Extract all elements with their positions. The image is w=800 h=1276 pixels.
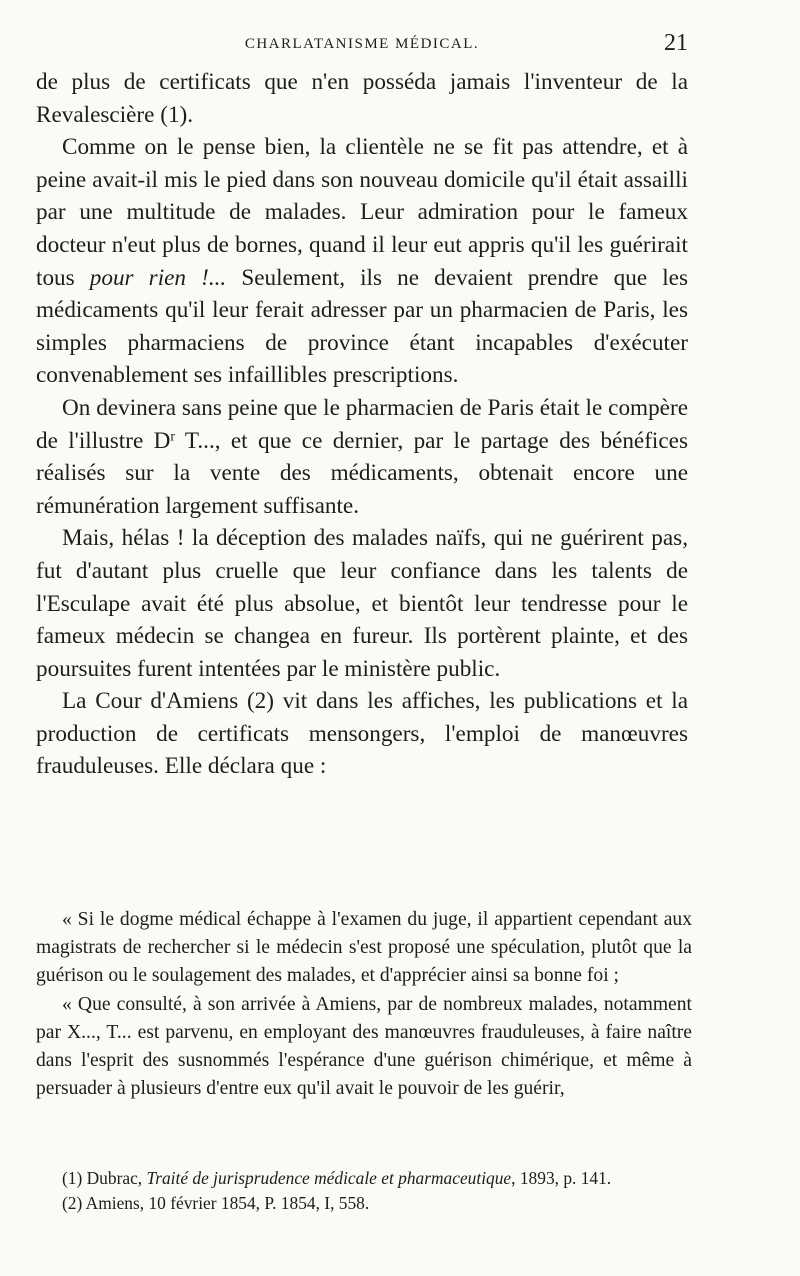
court-quotation (36, 906, 692, 1103)
page-number: 21 (664, 30, 688, 56)
paragraph (36, 392, 688, 522)
main-text (36, 66, 688, 783)
page-header (36, 30, 688, 60)
footnote-1-title: Traité de jurisprudence médicale et pharmaceutique (146, 1168, 512, 1188)
footnote-1-text: (1) Dubrac, (62, 1168, 147, 1188)
footnote-1 (36, 1166, 692, 1191)
running-title: CHARLATANISME MÉDICAL. (244, 36, 480, 52)
italic-phrase: pour rien !... (89, 264, 227, 291)
superscript: r (170, 428, 175, 444)
paragraph (36, 685, 688, 783)
paragraph-5-text: La Cour d'Amiens (2) vit dans les affiches, les publications et la production de certificats mensongers, l'emploi de manœuvres frauduleuses. Elle déclara que : (36, 688, 688, 780)
footnote-2: (2) Amiens, 10 février 1854, P. 1854, I, 558. (62, 1193, 370, 1213)
paragraph-2-text-end: Seulement, ils ne devaient prendre que les médicaments qu'il leur ferait adresser par un pharmacien de Paris, les simples pharmaciens de province étant incapables d'exécuter convenablement ses infaillibles prescriptions. (36, 264, 688, 389)
footnote-1-text-end: , 1893, p. 141. (511, 1168, 612, 1188)
paragraph-1-text: de plus de certificats que n'en posséda jamais l'inventeur de la Revalescière (1). (36, 69, 688, 128)
footnotes (36, 1166, 692, 1216)
paragraph-continued (36, 66, 688, 131)
paragraph-3-text-end: T..., et que ce dernier, par le partage des bénéfices réalisés sur la vente des médicaments, obtenait encore une rémunération largement suffisante. (36, 427, 688, 519)
paragraph (36, 522, 688, 685)
paragraph (36, 131, 688, 392)
quotation-paragraph: « Si le dogme médical échappe à l'examen du juge, il appartient cependant aux magistrats de rechercher si le médecin s'est proposé une spéculation, plutôt que la guérison ou le soulagement des malades, et d'apprécier ainsi sa bonne foi ; (36, 909, 692, 987)
paragraph-4-text: Mais, hélas ! la déception des malades naïfs, qui ne guérirent pas, fut d'autant plus cruelle que leur confiance dans les talents de l'Esculape avait été plus absolue, et bientôt leur tendresse pour le fameux médecin se changea en fureur. Ils portèrent plainte, et des poursuites furent intentées par le ministère public. (36, 525, 688, 682)
quotation-paragraph: « Que consulté, à son arrivée à Amiens, par de nombreux malades, notamment par X..., T... est parvenu, en employant des manœuvres frauduleuses, à faire naître dans l'esprit des susnommés l'espérance d'une guérison chimérique, et même à persuader à plusieurs d'entre eux qu'il avait le pouvoir de les guérir, (36, 993, 692, 1100)
paragraph-3-text: On devinera sans peine que le pharmacien de Paris était le compère de l'illustre D (36, 394, 688, 454)
paragraph-2-text: Comme on le pense bien, la clientèle ne se fit pas attendre, et à peine avait-il mis le pied dans son nouveau domicile qu'il était assailli par une multitude de malades. Leur admiration pour le fameux docteur n'eut plus de bornes, quand il leur eut appris qu'il les guérirait tous (36, 134, 688, 291)
